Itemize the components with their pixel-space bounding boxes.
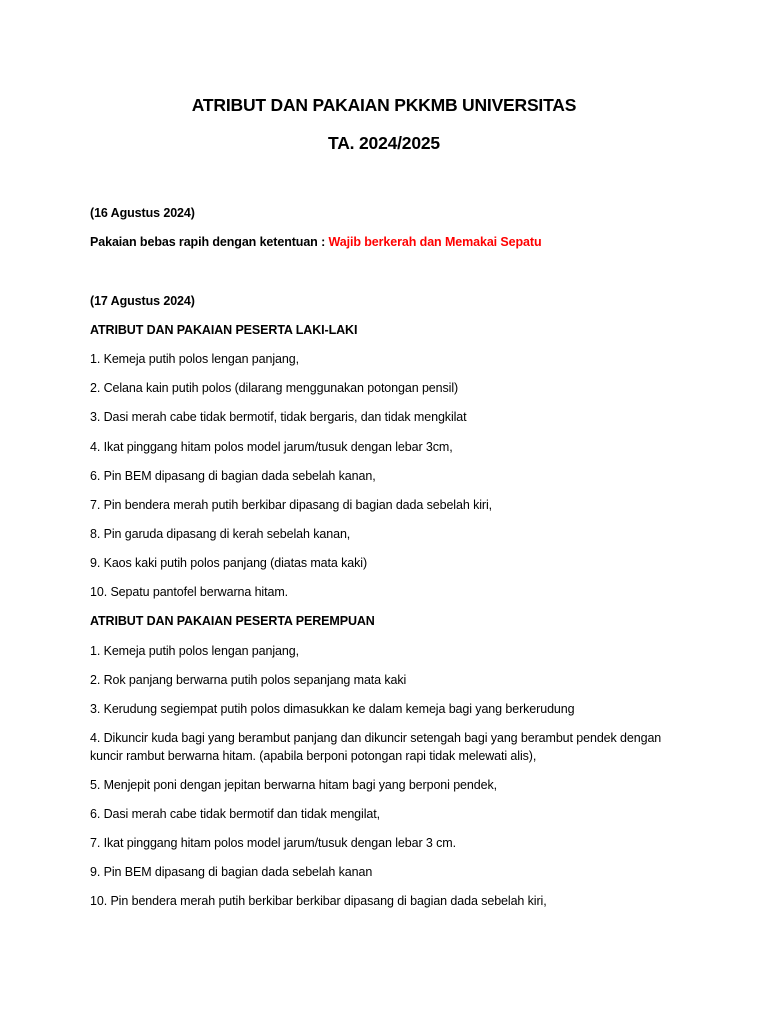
list-item: 8. Pin garuda dipasang di kerah sebelah kanan, <box>90 527 351 541</box>
male-section-heading: ATRIBUT DAN PAKAIAN PESERTA LAKI-LAKI <box>90 323 358 337</box>
list-item: 1. Kemeja putih polos lengan panjang, <box>90 352 299 366</box>
list-item: 6. Pin BEM dipasang di bagian dada sebelah kanan, <box>90 469 376 483</box>
list-item: 1. Kemeja putih polos lengan panjang, <box>90 644 299 658</box>
doc-title-line1: ATRIBUT DAN PAKAIAN PKKMB UNIVERSITAS <box>191 95 577 115</box>
female-section-heading: ATRIBUT DAN PAKAIAN PESERTA PEREMPUAN <box>90 614 375 628</box>
date-16-agustus: (16 Agustus 2024) <box>90 206 195 220</box>
list-item: 9. Pin BEM dipasang di bagian dada sebelah kanan <box>90 865 373 879</box>
dress-rule-prefix: Pakaian bebas rapih dengan ketentuan : <box>90 235 329 249</box>
date-17-agustus: (17 Agustus 2024) <box>90 294 195 308</box>
list-item: 10. Pin bendera merah putih berkibar berkibar dipasang di bagian dada sebelah kiri, <box>90 894 547 908</box>
list-item: 6. Dasi merah cabe tidak bermotif dan tidak mengilat, <box>90 807 380 821</box>
list-item: 2. Rok panjang berwarna putih polos sepanjang mata kaki <box>90 673 407 687</box>
list-item: 4. Ikat pinggang hitam polos model jarum/tusuk dengan lebar 3cm, <box>90 440 453 454</box>
list-item: 5. Menjepit poni dengan jepitan berwarna hitam bagi yang berponi pendek, <box>90 778 497 792</box>
list-item: 4. Dikuncir kuda bagi yang berambut panjang dan dikuncir setengah bagi yang berambut pendek dengan kuncir rambut berwarna hitam. (apabila berponi potongan rapi tidak melewati alis), <box>90 731 662 763</box>
dress-rule-emphasis: Wajib berkerah dan Memakai Sepatu <box>328 235 542 249</box>
doc-title-line2: TA. 2024/2025 <box>328 133 440 153</box>
dress-rule <box>90 235 542 249</box>
list-item: 2. Celana kain putih polos (dilarang menggunakan potongan pensil) <box>90 381 459 395</box>
list-item: 3. Dasi merah cabe tidak bermotif, tidak bergaris, dan tidak mengkilat <box>90 410 467 424</box>
list-item: 7. Pin bendera merah putih berkibar dipasang di bagian dada sebelah kiri, <box>90 498 493 512</box>
list-item: 3. Kerudung segiempat putih polos dimasukkan ke dalam kemeja bagi yang berkerudung <box>90 702 575 716</box>
list-item: 10. Sepatu pantofel berwarna hitam. <box>90 585 289 599</box>
list-item: 7. Ikat pinggang hitam polos model jarum/tusuk dengan lebar 3 cm. <box>90 836 456 850</box>
list-item: 9. Kaos kaki putih polos panjang (diatas mata kaki) <box>90 556 368 570</box>
